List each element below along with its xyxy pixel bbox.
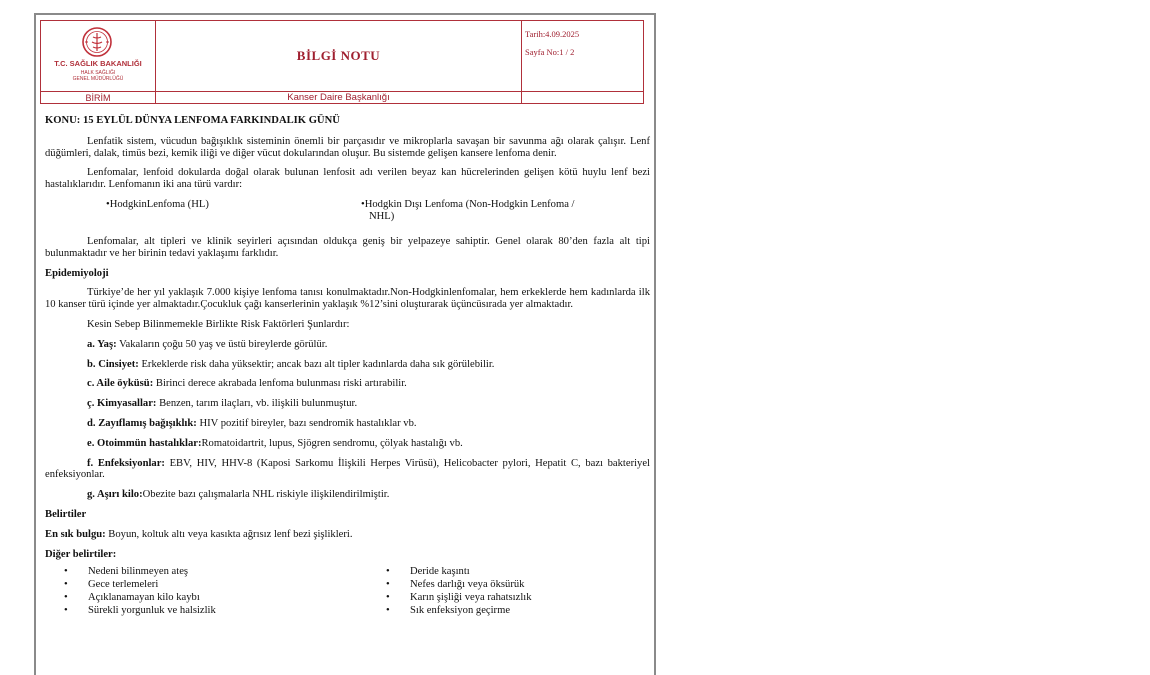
ministry-name: T.C. SAĞLIK BAKANLIĞI	[54, 59, 142, 68]
subtypes-paragraph: Lenfomalar, alt tipleri ve klinik seyirleri açısından oldukça geniş bir yelpazeye sahiptir. Genel olarak 80’den fazla alt tipi bulunmaktadır ve her birinin tedavi yaklaşımı farklıdır.	[45, 235, 650, 259]
lymphoma-paragraph: Lenfomalar, lenfoid dokularda doğal olarak bulunan lenfosit adı verilen beyaz kan hücrelerinden gelişen kötü huylu lenf bezi hastalıklarıdır. Lenfomanın iki ana türü vardır:	[45, 167, 650, 191]
risk-label: ç. Kimyasallar:	[87, 398, 157, 410]
risk-label: f. Enfeksiyonlar:	[87, 457, 165, 469]
document-page	[34, 13, 656, 675]
risk-text: Benzen, tarım ilaçları, vb. ilişkili bulunmuştur.	[156, 398, 358, 410]
common-symptom-label: En sık bulgu:	[45, 528, 106, 540]
risk-item	[45, 489, 650, 501]
risk-text: Birinci derece akrabada lenfoma bulunması riski artırabilir.	[153, 378, 407, 390]
risk-label: d. Zayıflamış bağışıklık:	[87, 417, 197, 429]
ministry-sub2: GENEL MÜDÜRLÜĞÜ	[72, 76, 124, 82]
risk-item	[45, 438, 650, 450]
risk-label: e. Otoimmün hastalıklar:	[87, 437, 202, 449]
risk-text: Obezite bazı çalışmalarla NHL riskiyle ilişkilendirilmiştir.	[142, 489, 390, 501]
risk-label: a. Yaş:	[87, 338, 117, 350]
unit-name: Kanser Daire Başkanlığı	[156, 92, 522, 104]
intro-paragraph: Lenfatik sistem, vücudun bağışıklık sisteminin önemli bir parçasıdır ve mikroplarla savaşan bir savunma ağı olarak çalışır. Lenf düğümleri, dalak, timüs bezi, kemik iliği ve diğer vücut dokularından oluşur. Bu sistemde gelişen kansere lenfoma denir.	[45, 135, 650, 159]
document-date: Tarih:4.09.2025	[525, 29, 580, 39]
ministry-logo-icon	[79, 26, 115, 58]
common-symptom	[45, 529, 650, 541]
symptoms-heading: Belirtiler	[45, 508, 87, 520]
risk-text: Vakaların çoğu 50 yaş ve üstü bireylerde görülür.	[116, 338, 328, 350]
list-item: • Açıklanamayan kilo kaybı	[45, 592, 335, 604]
list-item: • Deride kaşıntı	[367, 566, 657, 578]
type-non-hodgkin-line2: NHL)	[369, 210, 395, 222]
risk-label: g. Aşırı kilo:	[87, 489, 143, 501]
unit-row	[41, 91, 643, 104]
common-symptom-text: Boyun, koltuk altı veya kasıkta ağrısız lenf bezi şişlikleri.	[105, 528, 353, 540]
ministry-sub1: HALK SAĞLIĞI	[80, 70, 116, 76]
list-item: • Nefes darlığı veya öksürük	[367, 579, 657, 591]
document-body	[45, 115, 650, 616]
risk-item	[45, 378, 650, 390]
list-item: • Nedeni bilinmeyen ateş	[45, 566, 335, 578]
risk-item	[45, 418, 650, 430]
risk-text: Romatoidartrit, lupus, Sjögren sendromu, çölyak hastalığı vb.	[201, 437, 463, 449]
symptom-list-left	[45, 566, 335, 617]
type-non-hodgkin-line1: •Hodgkin Dışı Lenfoma (Non-Hodgkin Lenfoma /	[361, 198, 575, 210]
risk-intro: Kesin Sebep Bilinmemekle Birlikte Risk Faktörleri Şunlardır:	[87, 318, 350, 330]
risk-item	[45, 359, 650, 371]
symptom-list-right	[367, 566, 657, 617]
epidemiology-heading: Epidemiyoloji	[45, 267, 109, 279]
unit-label: BİRİM	[41, 92, 156, 104]
list-item: • Sık enfeksiyon geçirme	[367, 605, 657, 617]
risk-text: Erkeklerde risk daha yüksektir; ancak bazı alt tipler kadınlarda daha sık görülebilir.	[138, 358, 495, 370]
document-header-table	[40, 20, 644, 104]
list-item: • Karın şişliği veya rahatsızlık	[367, 592, 657, 604]
epidemiology-paragraph: Türkiye’de her yıl yaklaşık 7.000 kişiye lenfoma tanısı konulmaktadır.Non-Hodgkinlenfomalar, hem erkeklerde hem kadınlarda ilk 10 kanser türü içinde yer almaktadır.Çocukluk çağı kanserlerinin yaklaşık %12’sini oluşturarak üçüncüsırada yer almaktadır.	[45, 287, 650, 311]
risk-text: HIV pozitif bireyler, bazı sendromik hastalıklar vb.	[196, 417, 417, 429]
subject-line: KONU: 15 EYLÜL DÜNYA LENFOMA FARKINDALIK GÜNÜ	[45, 115, 340, 126]
title-cell	[156, 21, 522, 91]
list-item: • Sürekli yorgunluk ve halsizlik	[45, 605, 335, 617]
type-hodgkin: •HodgkinLenfoma (HL)	[106, 198, 209, 210]
logo-cell	[41, 21, 156, 91]
risk-label: b. Cinsiyet:	[87, 358, 139, 370]
symptom-lists	[45, 566, 650, 616]
risk-label: c. Aile öyküsü:	[87, 378, 154, 390]
other-symptoms-heading: Diğer belirtiler:	[45, 548, 117, 560]
risk-item	[45, 458, 650, 482]
risk-text: EBV, HIV, HHV-8 (Kaposi Sarkomu İlişkili Herpes Virüsü), Helicobacter pylori, Hepatit C, bazı bakteriyel enfeksiyonlar.	[45, 457, 650, 481]
risk-item	[45, 398, 650, 410]
list-item: • Gece terlemeleri	[45, 579, 335, 591]
meta-cell	[522, 21, 643, 91]
risk-item	[45, 339, 650, 351]
document-title: BİLGİ NOTU	[296, 48, 381, 63]
page-number: Sayfa No:1 / 2	[525, 47, 575, 57]
lymphoma-types	[45, 199, 650, 227]
type-non-hodgkin	[361, 199, 651, 223]
